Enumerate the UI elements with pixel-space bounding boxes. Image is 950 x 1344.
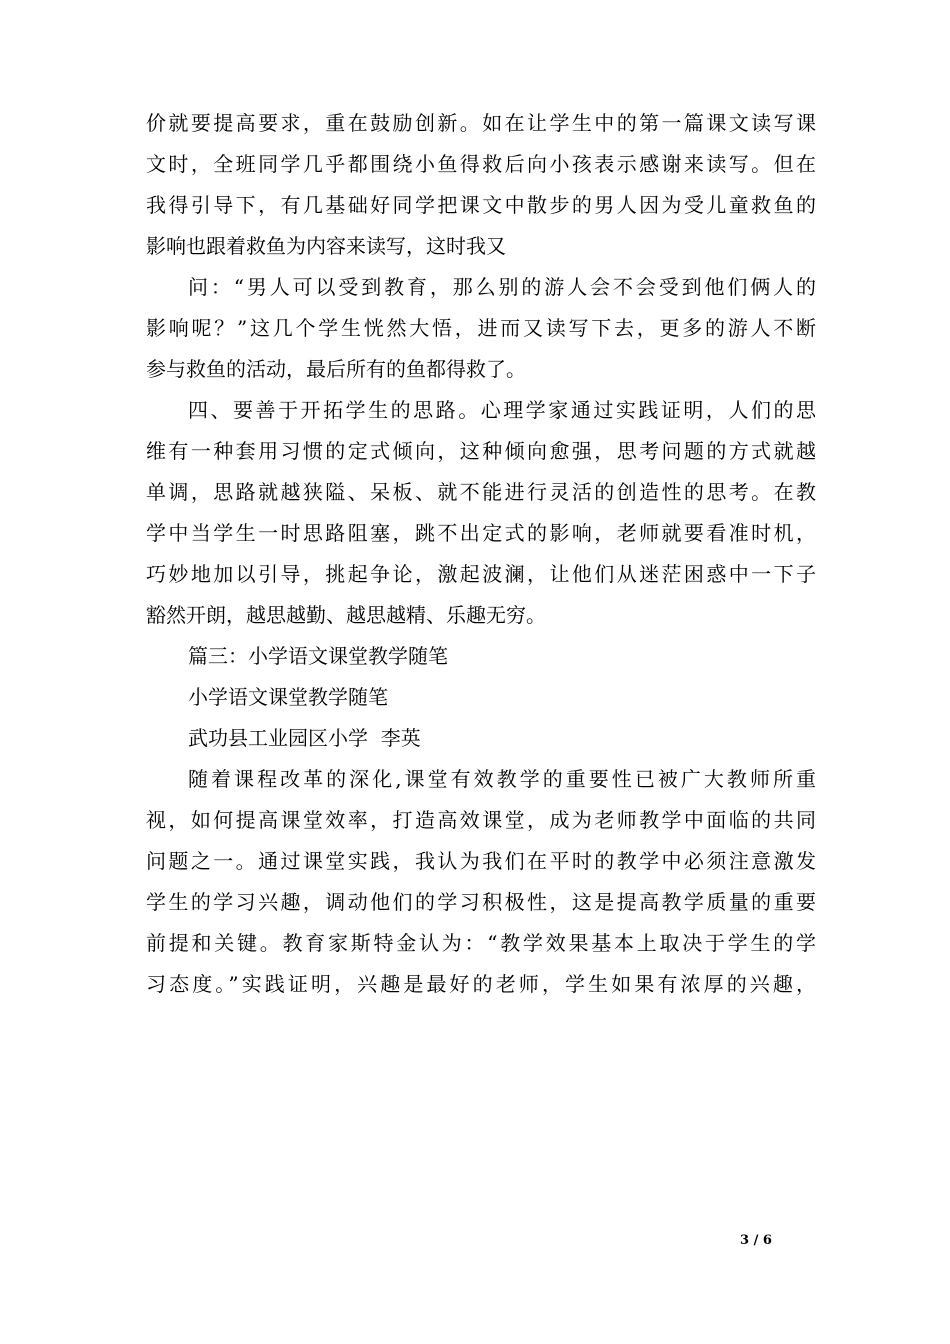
text-line: 学生的学习兴趣，调动他们的学习积极性，这是提高教学质量的重要 (146, 890, 816, 914)
author-line: 武功县工业园区小学 李英 (188, 726, 421, 750)
article-title: 小学语文课堂教学随笔 (188, 685, 388, 709)
text-line: 视，如何提高课堂效率，打造高效课堂，成为老师教学中面临的共同 (146, 808, 816, 832)
text-line: 影响呢？”这几个学生恍然大悟，进而又读写下去，更多的游人不断 (146, 316, 816, 340)
text-line: 前提和关键。教育家斯特金认为：“教学效果基本上取决于学生的学 (146, 931, 816, 955)
text-line: 影响也跟着救鱼为内容来读写，这时我又 (146, 234, 506, 258)
page-number: 3 / 6 (740, 1233, 772, 1248)
text-line: 参与救鱼的活动，最后所有的鱼都得救了。 (146, 357, 526, 381)
text-line: 习态度。”实践证明，兴趣是最好的老师，学生如果有浓厚的兴趣， (146, 972, 816, 996)
text-line: 维有一种套用习惯的定式倾向，这种倾向愈强，思考问题的方式就越 (146, 439, 816, 463)
text-line: 单调，思路就越狭隘、呆板、就不能进行灵活的创造性的思考。在教 (146, 480, 816, 504)
text-line: 随着课程改革的深化,课堂有效教学的重要性已被广大教师所重 (188, 767, 816, 791)
text-line: 文时，全班同学几乎都围绕小鱼得救后向小孩表示感谢来读写。但在 (146, 152, 816, 176)
text-line: 四、要善于开拓学生的思路。心理学家通过实践证明，人们的思 (188, 398, 816, 422)
section-heading: 篇三：小学语文课堂教学随笔 (188, 644, 448, 668)
text-line: 问：“男人可以受到教育，那么别的游人会不会受到他们俩人的 (188, 275, 816, 299)
text-line: 我得引导下，有几基础好同学把课文中散步的男人因为受儿童救鱼的 (146, 193, 816, 217)
text-line: 豁然开朗，越思越勤、越思越精、乐趣无穷。 (146, 603, 546, 627)
document-body (146, 103, 816, 1005)
text-line: 巧妙地加以引导，挑起争论，激起波澜，让他们从迷茫困惑中一下子 (146, 562, 816, 586)
text-line: 价就要提高要求，重在鼓励创新。如在让学生中的第一篇课文读写课 (146, 111, 816, 135)
text-line: 学中当学生一时思路阻塞，跳不出定式的影响，老师就要看准时机， (146, 521, 816, 545)
text-line: 问题之一。通过课堂实践，我认为我们在平时的教学中必须注意激发 (146, 849, 816, 873)
